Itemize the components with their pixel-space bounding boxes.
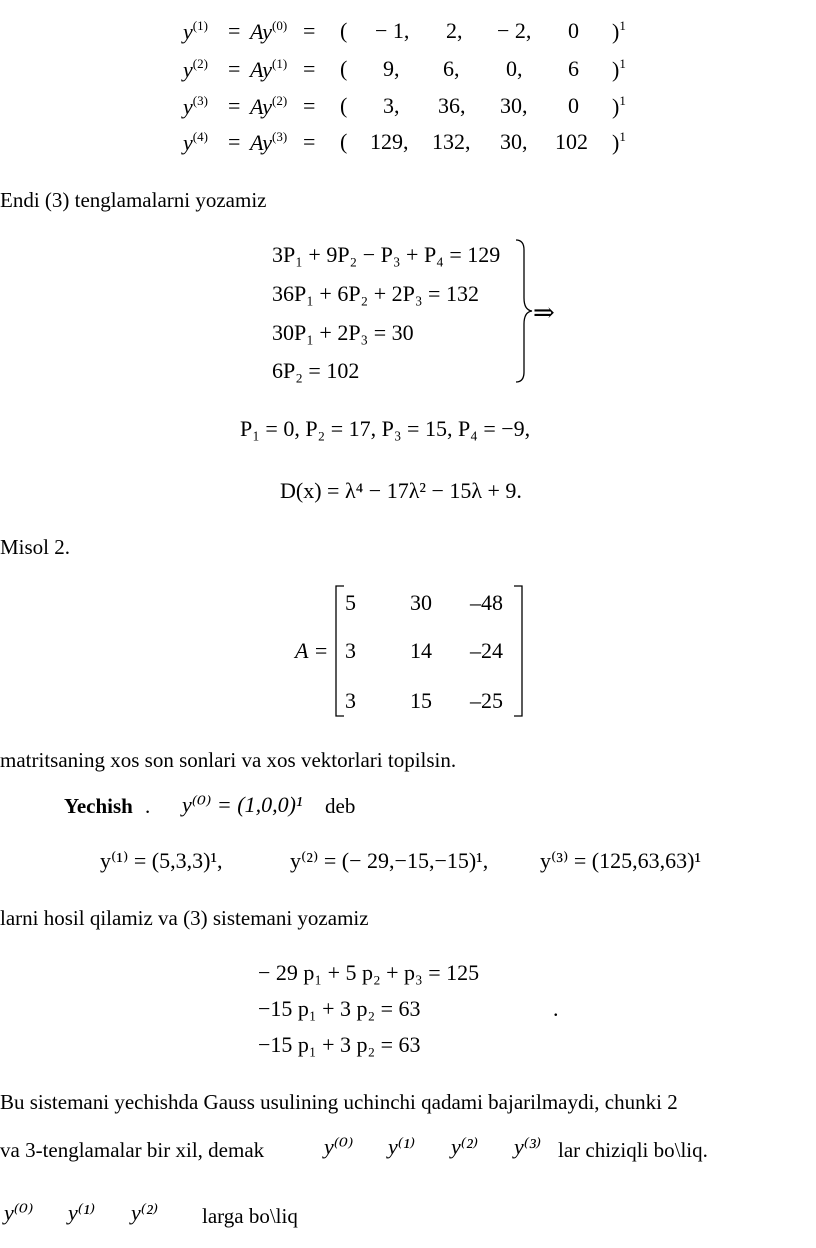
system1-row-4: 6P₂ = 102: [272, 358, 360, 383]
dependency-y0: y⁽⁰⁾: [324, 1134, 354, 1159]
vector-y1: y⁽¹⁾ = (5,3,3)¹,: [100, 848, 223, 873]
paragraph-endi: Endi (3) tenglamalarni yozamiz: [0, 188, 267, 212]
iter-val: 3,: [383, 93, 400, 118]
iter-val: 6,: [443, 56, 460, 81]
iter-lparen: (: [340, 18, 348, 43]
iter-rparen: )$^1$: [612, 56, 626, 82]
iter-y: $y^{(3)}$: [183, 93, 208, 119]
dependency-y2: y⁽²⁾: [451, 1134, 479, 1159]
matrix-cell: 15: [410, 688, 432, 713]
iter-val: 6: [568, 56, 579, 81]
matrix-cell: 30: [410, 590, 432, 615]
matrix-cell: 3: [345, 688, 356, 713]
iter-lparen: (: [340, 129, 348, 154]
matrix-cell: –25: [470, 688, 503, 713]
iter-rparen: )$^1$: [612, 129, 626, 155]
paragraph-larni: larni hosil qilamiz va (3) sistemani yozamiz: [0, 906, 369, 930]
matrix-cell: –48: [470, 590, 503, 615]
dependency-y1: y⁽¹⁾: [388, 1134, 416, 1159]
iter-val: 9,: [383, 56, 400, 81]
solution-dot: .: [145, 794, 151, 818]
matrix-cell: 3: [345, 638, 356, 663]
dependency-y3: y⁽³⁾: [514, 1134, 542, 1159]
iter-val: 30,: [500, 93, 528, 118]
iter-eq: =: [228, 56, 241, 81]
iter-Ay: Ay$^{(1)}$: [250, 56, 288, 82]
system1-row-3: 30P₁ + 2P₃ = 30: [272, 320, 414, 345]
solution-label: Yechish: [64, 794, 133, 818]
iter-Ay: Ay$^{(2)}$: [250, 93, 288, 119]
matrix-cell: 14: [410, 638, 432, 663]
iter-eq: =: [303, 93, 316, 118]
initial-vector: y⁽⁰⁾ = (1,0,0)¹: [182, 792, 303, 817]
iter-val: 102: [555, 129, 588, 154]
example-heading: Misol 2.: [0, 535, 71, 559]
iter-val: 132,: [432, 129, 471, 154]
paragraph-gauss: Bu sistemani yechishda Gauss usulining uchinchi qadami bajarilmaydi, chunki 2: [0, 1090, 678, 1114]
iter-lparen: (: [340, 56, 348, 81]
larga-y1: y⁽¹⁾: [68, 1200, 96, 1225]
iter-val: 36,: [438, 93, 466, 118]
iter-Ay: Ay$^{(3)}$: [250, 129, 288, 155]
vector-y3: y⁽³⁾ = (125,63,63)¹: [540, 848, 702, 873]
larga-y2: y⁽²⁾: [131, 1200, 159, 1225]
iter-y: $y^{(1)}$: [183, 18, 208, 44]
iter-val: − 1,: [375, 18, 410, 43]
solution-1: P₁ = 0, P₂ = 17, P₃ = 15, P₄ = −9,: [240, 416, 531, 441]
system2-row-2: −15 p₁ + 3 p₂ = 63: [258, 996, 421, 1021]
iter-rparen: )$^1$: [612, 93, 626, 119]
system2-row-3: −15 p₁ + 3 p₂ = 63: [258, 1032, 421, 1057]
iter-eq: =: [303, 129, 316, 154]
iter-val: 129,: [370, 129, 409, 154]
implies-arrow-icon: ⇒: [533, 298, 555, 327]
matrix-name: A =: [295, 638, 329, 663]
system1-row-1: 3P₁ + 9P₂ − P₃ + P₄ = 129: [272, 242, 501, 267]
matrix-cell: –24: [470, 638, 503, 663]
iter-Ay: Ay$^{(0)}$: [250, 18, 288, 44]
iter-lparen: (: [340, 93, 348, 118]
iter-y: $y^{(4)}$: [183, 129, 208, 155]
iter-rparen: )$^1$: [612, 18, 626, 44]
dependency-post: lar chiziqli bo\liq.: [558, 1138, 708, 1162]
larga-y0: y⁽⁰⁾: [4, 1200, 34, 1225]
dependency-pre: va 3-tenglamalar bir xil, demak: [0, 1138, 265, 1162]
iter-eq: =: [228, 93, 241, 118]
larga-post: larga bo\liq: [202, 1204, 298, 1228]
iter-val: 0,: [506, 56, 523, 81]
system1-row-2: 36P₁ + 6P₂ + 2P₃ = 132: [272, 281, 479, 306]
characteristic-polynomial: D(x) = λ⁴ − 17λ² − 15λ + 9.: [280, 478, 522, 503]
iter-val: 30,: [500, 129, 528, 154]
deb-word: deb: [325, 794, 356, 818]
iter-val: − 2,: [497, 18, 532, 43]
iter-val: 0: [568, 18, 579, 43]
vector-y2: y⁽²⁾ = (− 29,−15,−15)¹,: [290, 848, 489, 873]
iter-eq: =: [228, 129, 241, 154]
iter-y: $y^{(2)}$: [183, 56, 208, 82]
iter-val: 0: [568, 93, 579, 118]
iter-eq: =: [228, 18, 241, 43]
matrix-cell: 5: [345, 590, 356, 615]
system2-row-1: − 29 p₁ + 5 p₂ + p₃ = 125: [258, 960, 480, 985]
system2-dot: .: [553, 996, 559, 1021]
iter-eq: =: [303, 56, 316, 81]
paragraph-matritsa: matritsaning xos son sonlari va xos vektorlari topilsin.: [0, 748, 457, 772]
iter-val: 2,: [446, 18, 463, 43]
iter-eq: =: [303, 18, 316, 43]
